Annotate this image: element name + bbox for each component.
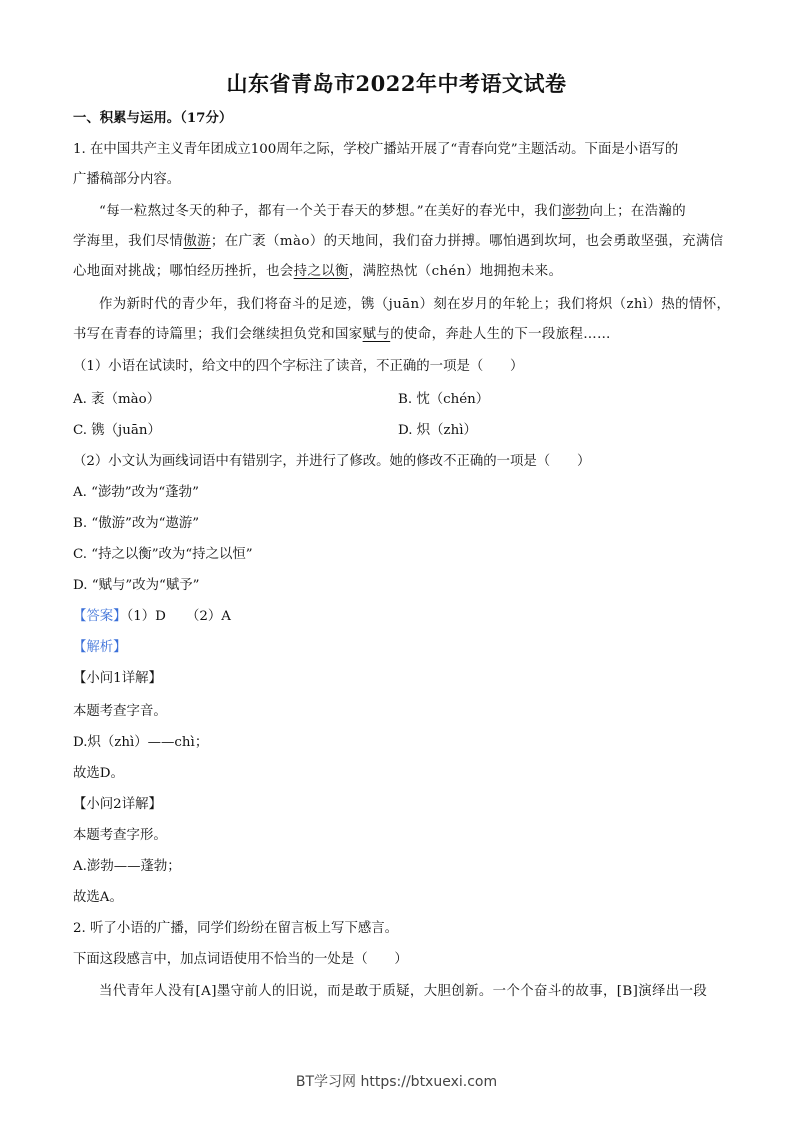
passage-text: 学海里，我们尽情 bbox=[73, 234, 184, 249]
passage-text: 的使命，奔赴人生的下一段旅程…… bbox=[390, 327, 611, 342]
option-row-1 bbox=[73, 390, 723, 410]
passage-text: 向上；在浩瀚的 bbox=[589, 204, 687, 219]
underlined-word: 赋与 bbox=[362, 327, 391, 342]
underlined-word: 澎勃 bbox=[561, 204, 590, 219]
q2-passage-line1: 当代青年人没有[A]墨守前人的旧说，而是敢于质疑，大胆创新。一个个奋斗的故事，[B]演绎出一段 bbox=[99, 984, 708, 999]
passage-text: 心地面对挑战；哪怕经历挫折，也会 bbox=[73, 264, 294, 279]
option-a: A. 袤（mào） bbox=[73, 392, 161, 407]
option-a-2: A. “澎勃”改为“蓬勃” bbox=[73, 485, 199, 500]
passage-para1-line1 bbox=[73, 202, 749, 222]
passage-text: 书写在青春的诗篇里；我们会继续担负党和国家 bbox=[73, 327, 363, 342]
passage-text: ；在广袤（mào）的天地间，我们奋力拼搏。哪怕遇到坎坷，也会勇敢坚强，充满信 bbox=[210, 234, 724, 249]
q2-stem-line1: 2. 听了小语的广播，同学们纷纷在留言板上写下感言。 bbox=[73, 921, 399, 936]
option-c: C. 镌（juān） bbox=[73, 423, 161, 438]
underlined-word: 傲游 bbox=[183, 234, 211, 249]
sub-question-1: （1）小语在试读时，给文中的四个字标注了读音，不正确的一项是（ ） bbox=[73, 359, 524, 374]
detail-heading-2: 【小问2详解】 bbox=[73, 797, 162, 812]
option-c-2: C. “持之以衡”改为“持之以恒” bbox=[73, 547, 253, 562]
site-footer: BT学习网 https://btxuexi.com bbox=[295, 1074, 498, 1090]
answer-text: （1）D （2）A bbox=[126, 609, 231, 624]
passage-text: “每一粒熬过冬天的种子，都有一个关于春天的梦想。”在美好的春光中，我们 bbox=[99, 204, 562, 219]
q1-stem-line1: 1. 在中国共产主义青年团成立100周年之际，学校广播站开展了“青春向党”主题活动。下面是小语写的 bbox=[73, 142, 679, 157]
q1-stem-line2: 广播稿部分内容。 bbox=[73, 172, 181, 187]
section-heading: 一、积累与运用。（17分） bbox=[73, 110, 233, 126]
detail1-line2: D.炽（zhì）——chì； bbox=[73, 735, 209, 750]
option-b-2: B. “傲游”改为“遨游” bbox=[73, 516, 200, 531]
passage-para2-line1: 作为新时代的青少年，我们将奋斗的足迹，镌（juān）刻在岁月的年轮上；我们将炽（zhì）热的情怀， bbox=[99, 297, 731, 312]
answer-tag: 【答案】 bbox=[73, 609, 127, 624]
passage-para2-line2 bbox=[73, 325, 723, 345]
underlined-word: 持之以衡 bbox=[293, 264, 349, 279]
option-d-2: D. “赋与”改为“赋予” bbox=[73, 578, 200, 593]
q2-stem-line2: 下面这段感言中，加点词语使用不恰当的一处是（ ） bbox=[73, 952, 408, 967]
option-d: D. 炽（zhì） bbox=[398, 423, 477, 438]
answer-line bbox=[73, 607, 723, 627]
option-row-2 bbox=[73, 421, 723, 441]
detail1-line1: 本题考查字音。 bbox=[73, 704, 167, 719]
passage-para1-line2 bbox=[73, 232, 723, 252]
detail2-line2: A.澎勃——蓬勃； bbox=[73, 859, 181, 874]
sub-question-2: （2）小文认为画线词语中有错别字，并进行了修改。她的修改不正确的一项是（ ） bbox=[73, 454, 591, 469]
passage-text: ，满腔热忱（chén）地拥抱未来。 bbox=[348, 264, 563, 279]
page-title: 山东省青岛市2022年中考语文试卷 bbox=[226, 71, 567, 96]
detail2-line1: 本题考查字形。 bbox=[73, 828, 167, 843]
analysis-tag: 【解析】 bbox=[73, 640, 127, 655]
detail-heading-1: 【小问1详解】 bbox=[73, 671, 162, 686]
detail2-line3: 故选A。 bbox=[73, 890, 123, 905]
option-b: B. 忱（chén） bbox=[398, 392, 490, 407]
detail1-line3: 故选D。 bbox=[73, 766, 124, 781]
passage-para1-line3 bbox=[73, 262, 723, 282]
